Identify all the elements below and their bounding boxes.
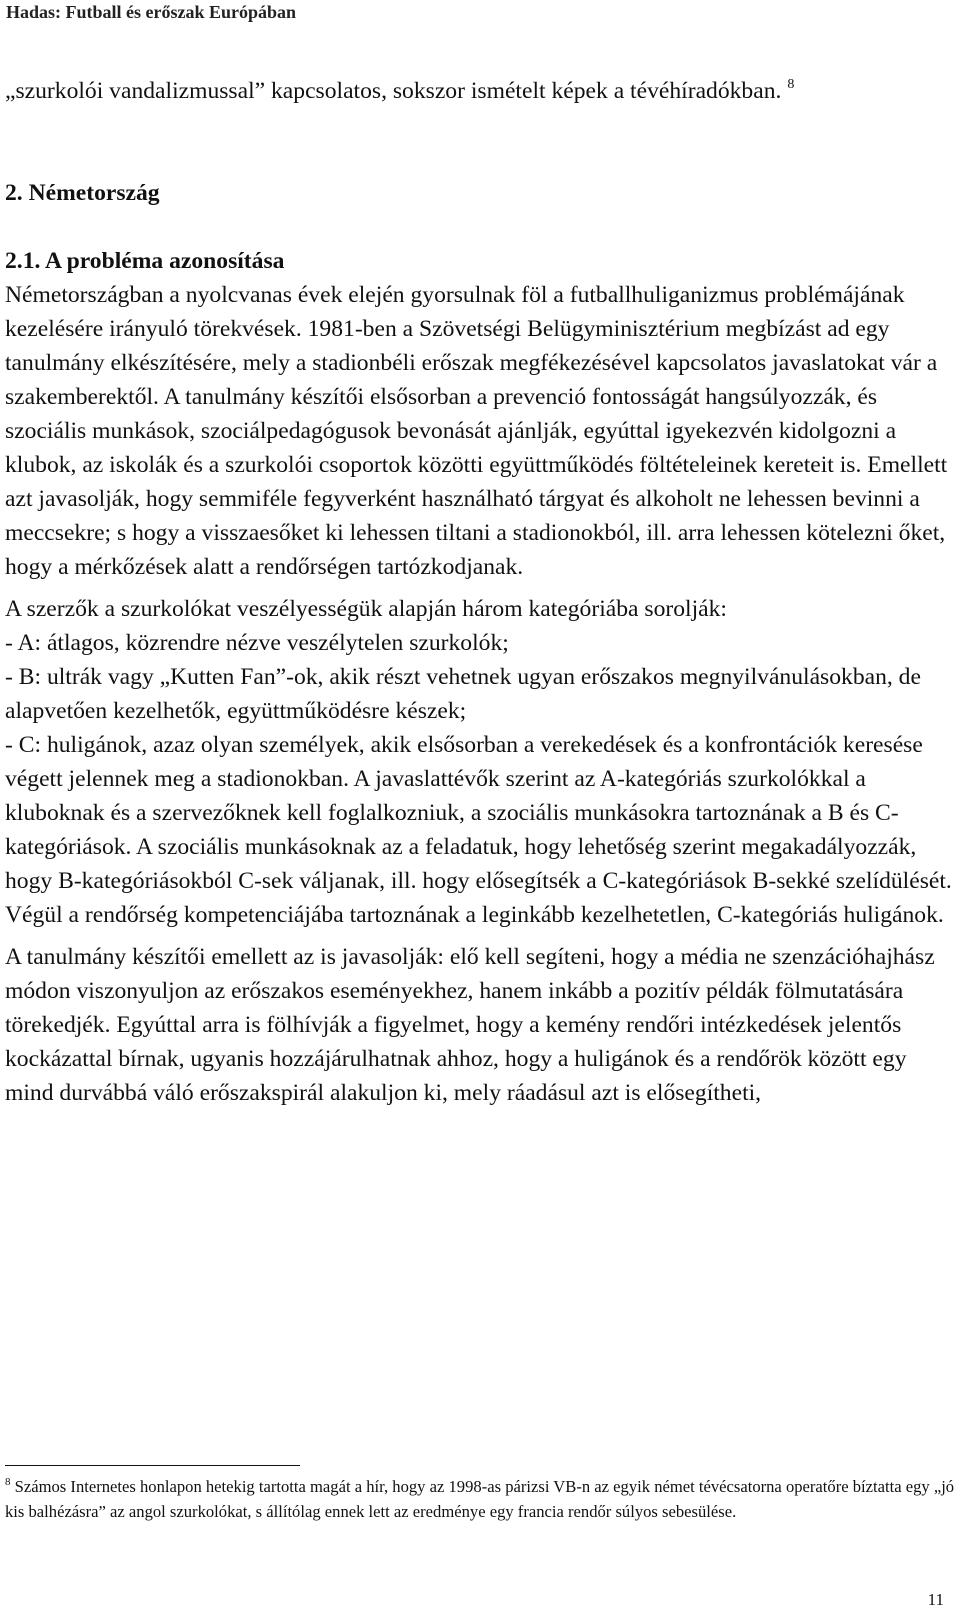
- paragraph-2: [5, 592, 957, 932]
- intro-paragraph: [5, 74, 957, 108]
- category-c: - C: huligánok, azaz olyan személyek, akik elsősorban a verekedések és a konfrontációk keresése végett jelennek meg a stadionokban. A javaslattévők szerint az A-kategóriás szurkolókkal a kluboknak és a szervezőknek kell foglalkozniuk, a szociális munkásokra tartoznának a B és C-kategóriások. A szociális munkásoknak az a feladatuk, hogy lehetőség szerint megakadályozzák, hogy B-kategóriásokból C-sek váljanak, ill. hogy elősegítsék a C-kategóriások B-sekké szelídülését. Végül a rendőrség kompetenciájába tartoznának a leginkább kezelhetetlen, C-kategóriás huligánok.: [5, 732, 952, 928]
- paragraph-3: A tanulmány készítői emellett az is javasolják: elő kell segíteni, hogy a média ne szenzációhajhász módon viszonyuljon az erőszakos eseményekhez, hanem inkább a pozitív példák fölmutatására törekedjék. Egyúttal arra is fölhívják a figyelmet, hogy a kemény rendőri intézkedések jelentős kockázattal bírnak, ugyanis hozzájárulhatnak ahhoz, hogy a huligánok és a rendőrök között egy mind durvábbá váló erőszakspirál alakuljon ki, mely ráadásul azt is elősegítheti,: [5, 944, 935, 1106]
- running-header: Hadas: Futball és erőszak Európában: [6, 2, 297, 22]
- page-number: 11: [927, 1590, 944, 1609]
- categories-intro: A szerzők a szurkolókat veszélyességük alapján három kategóriába sorolják:: [5, 596, 727, 622]
- footnote: [5, 1474, 955, 1524]
- footnote-reference[interactable]: 8: [787, 77, 795, 92]
- footnote-separator: [5, 1465, 300, 1466]
- intro-text: „szurkolói vandalizmussal” kapcsolatos, sokszor ismételt képek a tévéhíradókban.: [5, 78, 782, 104]
- paragraph-1: Németországban a nyolcvanas évek elején gyorsulnak föl a futballhuliganizmus problémájának kezelésére irányuló törekvések. 1981-ben a Szövetségi Belügyminisztérium megbízást ad egy tanulmány elkészítésére, mely a stadionbéli erőszak megfékezésével kapcsolatos javaslatokat vár a szakemberektől. A tanulmány készítői elsősorban a prevenció fontosságát hangsúlyozzák, és szociális munkások, szociálpedagógusok bevonását ajánlják, egyúttal igyekezvén kidolgozni a klubok, az iskolák és a szurkolói csoportok közötti együttműködés föltételeinek kereteit is. Emellett azt javasolják, hogy semmiféle fegyverként használható tárgyat és alkoholt ne lehessen bevinni a meccsekre; s hogy a visszaesőket ki lehessen tiltani a stadionokból, ill. arra lehessen kötelezni őket, hogy a mérkőzések alatt a rendőrségen tartózkodjanak.: [5, 282, 948, 580]
- category-a: - A: átlagos, közrendre nézve veszélytelen szurkolók;: [5, 630, 509, 656]
- category-b: - B: ultrák vagy „Kutten Fan”-ok, akik részt vehetnek ugyan erőszakos megnyilvánulásokban, de alapvetően kezelhetők, együttműködésre készek;: [5, 664, 921, 724]
- section-heading: 2. Németország: [5, 180, 160, 206]
- subsection-heading: 2.1. A probléma azonosítása: [5, 248, 285, 274]
- footnote-text: Számos Internetes honlapon hetekig tartotta magát a hír, hogy az 1998-as párizsi VB-n az egyik német tévécsatorna operatőre bíztatta egy „jó kis balhézásra” az angol szurkolókat, s állítólag ennek lett az eredménye egy francia rendőr súlyos sebesülése.: [5, 1477, 955, 1521]
- document-body: [5, 74, 957, 1110]
- footnote-number: 8: [5, 1476, 11, 1488]
